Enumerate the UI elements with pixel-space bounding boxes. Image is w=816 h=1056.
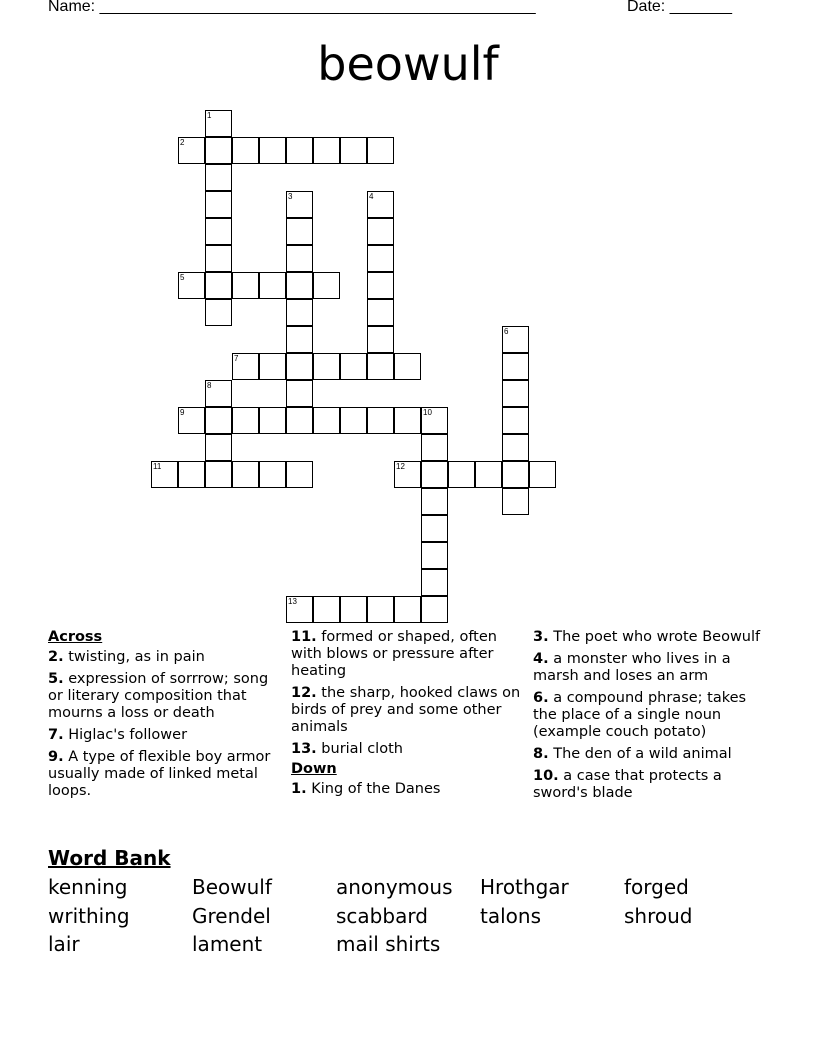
clue-text: a monster who lives in a marsh and loses an arm [533, 651, 731, 684]
clue-number-label: 5 [180, 273, 185, 282]
date-field[interactable]: Date: _______ [627, 0, 732, 15]
grid-cell[interactable] [475, 461, 502, 488]
clue-number: 2. [48, 649, 64, 665]
grid-cell[interactable] [421, 434, 448, 461]
grid-cell[interactable] [205, 191, 232, 218]
clue-number-label: 1 [207, 111, 212, 120]
clue-text: Higlac's follower [68, 727, 188, 743]
grid-cell[interactable] [232, 353, 259, 380]
clue-number-label: 13 [288, 597, 297, 606]
grid-cell[interactable] [178, 137, 205, 164]
clue-number-label: 12 [396, 462, 405, 471]
grid-cell[interactable] [502, 353, 529, 380]
grid-cell[interactable] [205, 299, 232, 326]
word-bank-item: scabbard [336, 904, 428, 928]
grid-cell[interactable] [151, 461, 178, 488]
clue-text: The den of a wild animal [553, 746, 732, 762]
grid-cell[interactable] [421, 407, 448, 434]
clue-column-2 [291, 629, 523, 803]
down-clue-3 [533, 629, 773, 646]
header [0, 0, 816, 22]
page-title: beowulf [317, 37, 499, 91]
grid-cell[interactable] [367, 218, 394, 245]
grid-cell[interactable] [232, 407, 259, 434]
clue-text: burial cloth [321, 741, 403, 757]
grid-cell[interactable] [178, 272, 205, 299]
clue-text: a compound phrase; takes the place of a single noun (example couch potato) [533, 690, 747, 740]
word-bank-item: Grendel [192, 904, 271, 928]
grid-cell[interactable] [205, 434, 232, 461]
grid-cell[interactable] [340, 137, 367, 164]
grid-cell[interactable] [286, 299, 313, 326]
grid-cell[interactable] [178, 461, 205, 488]
across-clue-7 [48, 727, 280, 744]
grid-cell[interactable] [367, 326, 394, 353]
grid-cell[interactable] [529, 461, 556, 488]
grid-cell[interactable] [367, 191, 394, 218]
grid-cell[interactable] [286, 596, 313, 623]
grid-cell[interactable] [421, 461, 448, 488]
clue-number: 4. [533, 651, 549, 667]
clue-column-3 [533, 629, 773, 807]
grid-cell[interactable] [367, 299, 394, 326]
grid-cell[interactable] [313, 137, 340, 164]
grid-cell[interactable] [205, 245, 232, 272]
grid-cell[interactable] [259, 137, 286, 164]
clue-text: twisting, as in pain [68, 649, 205, 665]
grid-cell[interactable] [502, 488, 529, 515]
grid-cell[interactable] [421, 515, 448, 542]
word-bank-title: Word Bank [48, 846, 171, 870]
across-clue-2 [48, 649, 280, 666]
grid-cell[interactable] [286, 272, 313, 299]
clue-text: formed or shaped, often with blows or pressure after heating [291, 629, 497, 679]
down-clue-6 [533, 690, 773, 741]
grid-cell[interactable] [448, 461, 475, 488]
clue-number: 12. [291, 685, 317, 701]
word-bank-item: shroud [624, 904, 693, 928]
across-clue-13 [291, 741, 523, 758]
grid-cell[interactable] [394, 407, 421, 434]
clue-text: the sharp, hooked claws on birds of prey and some other animals [291, 685, 521, 735]
grid-cell[interactable] [367, 245, 394, 272]
grid-cell[interactable] [367, 137, 394, 164]
grid-cell[interactable] [205, 461, 232, 488]
grid-cell[interactable] [367, 407, 394, 434]
clue-number: 3. [533, 629, 549, 645]
clue-text: a case that protects a sword's blade [533, 768, 722, 801]
clue-number: 9. [48, 749, 64, 765]
clue-number: 1. [291, 781, 307, 797]
clue-number-label: 2 [180, 138, 185, 147]
grid-cell[interactable] [313, 272, 340, 299]
grid-cell[interactable] [340, 596, 367, 623]
word-bank-item: anonymous [336, 875, 453, 899]
grid-cell[interactable] [259, 272, 286, 299]
clue-number: 10. [533, 768, 559, 784]
grid-cell[interactable] [421, 569, 448, 596]
grid-cell[interactable] [259, 353, 286, 380]
clue-number: 6. [533, 690, 549, 706]
grid-cell[interactable] [286, 461, 313, 488]
clue-number-label: 8 [207, 381, 212, 390]
clue-number: 13. [291, 741, 317, 757]
down-clue-4 [533, 651, 773, 685]
grid-cell[interactable] [205, 407, 232, 434]
grid-cell[interactable] [394, 596, 421, 623]
word-bank-item: Beowulf [192, 875, 272, 899]
grid-cell[interactable] [205, 218, 232, 245]
across-clue-5 [48, 671, 280, 722]
grid-cell[interactable] [502, 326, 529, 353]
grid-cell[interactable] [502, 380, 529, 407]
clue-number: 11. [291, 629, 317, 645]
grid-cell[interactable] [205, 272, 232, 299]
clue-text: expression of sorrrow; song or literary composition that mourns a loss or death [48, 671, 269, 721]
grid-cell[interactable] [367, 596, 394, 623]
word-bank-item: Hrothgar [480, 875, 569, 899]
clue-text: The poet who wrote Beowulf [553, 629, 761, 645]
across-clue-12 [291, 685, 523, 736]
grid-cell[interactable] [394, 353, 421, 380]
grid-cell[interactable] [178, 407, 205, 434]
clue-number-label: 3 [288, 192, 293, 201]
clue-text: A type of flexible boy armor usually made of linked metal loops. [48, 749, 271, 799]
clue-number: 7. [48, 727, 64, 743]
grid-cell[interactable] [502, 461, 529, 488]
grid-cell[interactable] [286, 407, 313, 434]
down-clue-10 [533, 768, 773, 802]
grid-cell[interactable] [286, 137, 313, 164]
across-clue-11 [291, 629, 523, 680]
grid-cell[interactable] [502, 434, 529, 461]
word-bank-item: kenning [48, 875, 128, 899]
grid-cell[interactable] [367, 272, 394, 299]
grid-cell[interactable] [421, 542, 448, 569]
grid-cell[interactable] [259, 461, 286, 488]
word-bank-item: lament [192, 932, 263, 956]
grid-cell[interactable] [394, 461, 421, 488]
grid-cell[interactable] [205, 110, 232, 137]
word-bank-item: talons [480, 904, 541, 928]
down-heading: Down [291, 761, 337, 777]
grid-cell[interactable] [259, 407, 286, 434]
name-field[interactable]: Name: _________________________________________________ [48, 0, 536, 15]
clue-number-label: 7 [234, 354, 239, 363]
word-bank-item: mail shirts [336, 932, 441, 956]
grid-cell[interactable] [205, 164, 232, 191]
down-clue-8 [533, 746, 773, 763]
across-heading: Across [48, 629, 103, 645]
grid-cell[interactable] [340, 407, 367, 434]
grid-cell[interactable] [232, 272, 259, 299]
clue-number-label: 10 [423, 408, 432, 417]
grid-cell[interactable] [313, 596, 340, 623]
clue-number-label: 11 [153, 462, 162, 471]
grid-cell[interactable] [367, 353, 394, 380]
grid-cell[interactable] [313, 407, 340, 434]
grid-cell[interactable] [232, 137, 259, 164]
grid-cell[interactable] [421, 596, 448, 623]
grid-cell[interactable] [421, 488, 448, 515]
word-bank-item: forged [624, 875, 689, 899]
grid-cell[interactable] [232, 461, 259, 488]
grid-cell[interactable] [286, 353, 313, 380]
clue-text: King of the Danes [311, 781, 441, 797]
grid-cell[interactable] [502, 407, 529, 434]
clue-number: 5. [48, 671, 64, 687]
clue-column-1 [48, 629, 280, 805]
grid-cell[interactable] [205, 380, 232, 407]
grid-cell[interactable] [286, 326, 313, 353]
down-clue-1 [291, 781, 523, 798]
grid-cell[interactable] [286, 191, 313, 218]
clue-number-label: 6 [504, 327, 509, 336]
across-clue-9 [48, 749, 280, 800]
word-bank-item: lair [48, 932, 80, 956]
clue-number: 8. [533, 746, 549, 762]
grid-cell[interactable] [286, 245, 313, 272]
clue-number-label: 4 [369, 192, 374, 201]
grid-cell[interactable] [205, 137, 232, 164]
grid-cell[interactable] [286, 380, 313, 407]
grid-cell[interactable] [286, 218, 313, 245]
clue-number-label: 9 [180, 408, 185, 417]
grid-cell[interactable] [340, 353, 367, 380]
grid-cell[interactable] [313, 353, 340, 380]
word-bank-item: writhing [48, 904, 130, 928]
